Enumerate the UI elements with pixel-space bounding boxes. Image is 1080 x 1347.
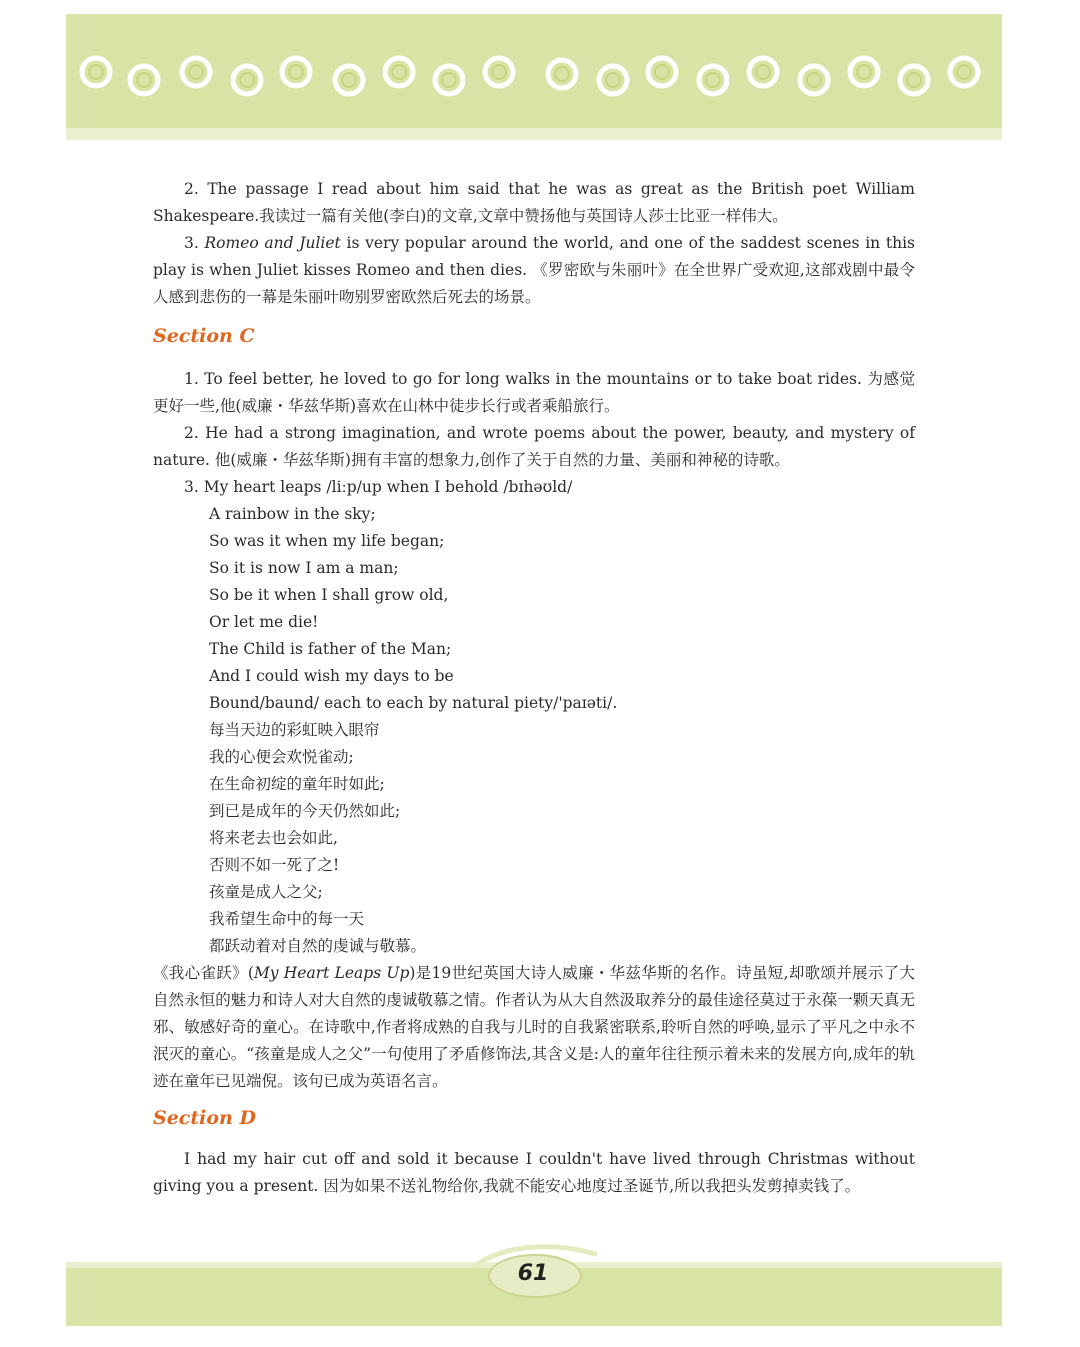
poem-line-en: So be it when I shall grow old, [209, 586, 449, 604]
item-number: 3. [184, 234, 205, 252]
poem-title: My Heart Leaps Up [253, 964, 410, 982]
poem-line-en: The Child is father of the Man; [209, 640, 452, 658]
commentary-text: 《我心雀跃》( [153, 964, 254, 982]
section-d-title: Section D [153, 1107, 256, 1129]
section-c-title: Section C [153, 325, 255, 347]
poem-line-en: Or let me die! [209, 613, 319, 631]
poem-line-zh: 将来老去也会如此, [209, 829, 338, 847]
item-text-zh: 我读过一篇有关他(李白)的文章,文章中赞扬他与英国诗人莎士比亚一样伟大。 [259, 207, 788, 225]
commentary-text: )是19世纪英国大诗人威廉・华兹华斯的名作。诗虽短,却歌颂并展示了大自然永恒的魅力和诗人对大自然的虔诚敬慕之情。作者认为从大自然汲取养分的最佳途径莫过于永葆一颗天真无邪、敏感好奇的童心。在诗歌中,作者将成熟的自我与儿时的自我紧密联系,聆听自然的呼唤,显示了平凡之中永不泯灭的童心。“孩童是成人之父”一句使用了矛盾修饰法,其含义是:人的童年往往预示着未来的发展方向,成年的轨迹在童年已见端倪。该句已成为英语名言。 [153, 964, 915, 1090]
poem-line-zh: 我的心便会欢悦雀动; [209, 748, 354, 766]
poem-commentary [153, 960, 915, 1095]
poem-line-en: A rainbow in the sky; [209, 505, 376, 523]
poem-line-zh: 每当天边的彩虹映入眼帘 [209, 721, 380, 739]
header-ring-decoration [66, 14, 1002, 128]
poem-line-en: Bound/baund/ each to each by natural piety/'paɪəti/. [209, 694, 618, 712]
section-c-item-1: 1. To feel better, he loved to go for long walks in the mountains or to take boat rides. 为感觉更好一些,他(威廉・华兹华斯)喜欢在山林中徒步长行或者乘船旅行。 [153, 370, 915, 415]
play-title: Romeo and Juliet [204, 234, 341, 252]
item-text-en: 2. The passage I read about him said that he was as great as the British poet William Shakespeare. [153, 180, 915, 225]
poem-line-zh: 否则不如一死了之! [209, 856, 340, 874]
item-text: is very popular around the world, and one of the saddest scenes in this play is when Juliet kisses Romeo and then dies. 《罗密欧与朱丽叶》在全世界广受欢迎,这部戏剧中最令人感到悲伤的一幕是朱丽叶吻别罗密欧然后死去的场景。 [153, 234, 915, 306]
page-number: 61 [517, 1261, 549, 1286]
page-content [153, 176, 915, 1200]
section-c-item-3: 3. My heart leaps /liːp/up when I behold /bɪhəʊld/ [184, 478, 573, 496]
header-strip [66, 128, 1002, 140]
poem-line-zh: 孩童是成人之父; [209, 883, 323, 901]
poem-line-zh: 我希望生命中的每一天 [209, 910, 365, 928]
section-b-item-2 [153, 176, 915, 230]
section-c-item-2: 2. He had a strong imagination, and wrote poems about the power, beauty, and mystery of nature. 他(威廉・华兹华斯)拥有丰富的想象力,创作了关于自然的力量、美丽和神秘的诗歌。 [153, 424, 915, 469]
poem-line-en: And I could wish my days to be [209, 667, 454, 685]
header-band [66, 14, 1002, 128]
poem-line-zh: 都跃动着对自然的虔诚与敬慕。 [209, 937, 427, 955]
poem-line-en: So was it when my life began; [209, 532, 445, 550]
poem-line-en: So it is now I am a man; [209, 559, 399, 577]
section-b-item-3 [153, 230, 915, 311]
poem-line-zh: 在生命初绽的童年时如此; [209, 775, 385, 793]
poem-line-zh: 到已是成年的今天仍然如此; [209, 802, 401, 820]
section-d-text: I had my hair cut off and sold it because I couldn't have lived through Christmas without giving you a present. 因为如果不送礼物给你,我就不能安心地度过圣诞节,所以我把头发剪掉卖钱了。 [153, 1150, 915, 1195]
